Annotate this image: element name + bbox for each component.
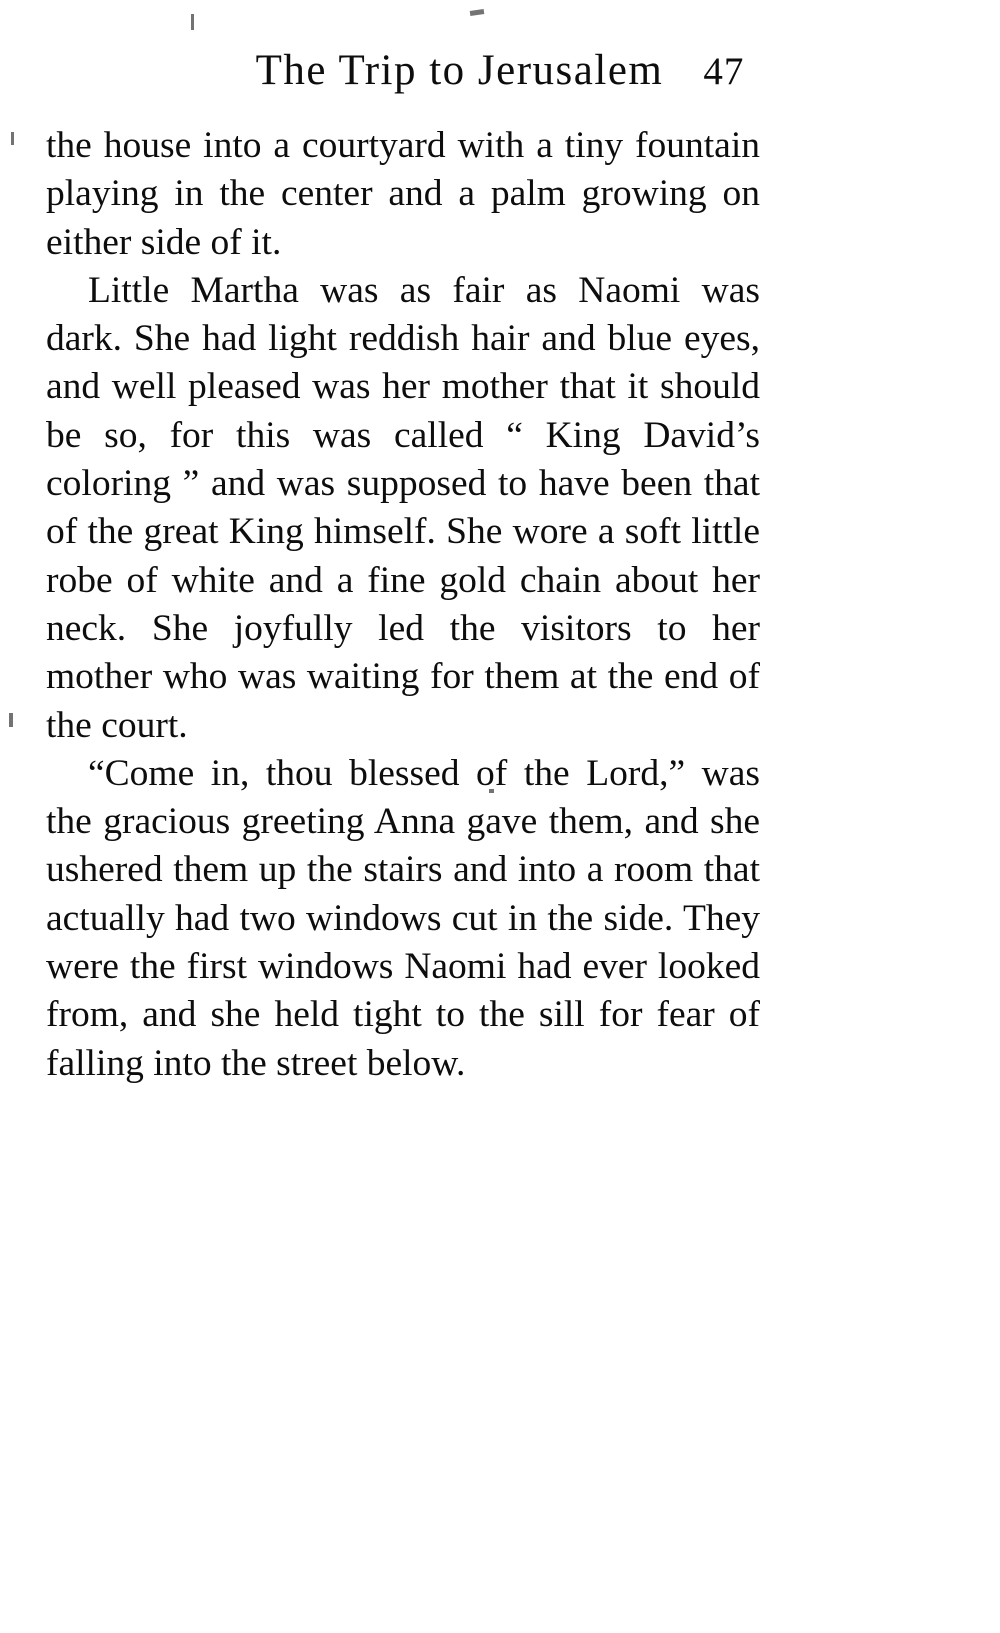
- page-number: 47: [703, 50, 745, 93]
- page-body: [46, 122, 760, 1088]
- paragraph: the house into a courtyard with a tiny fountain playing in the center and a palm growing on either side of it.: [46, 125, 760, 263]
- page-artifact-speck: [9, 713, 13, 727]
- page-artifact-speck: [470, 9, 485, 16]
- paragraph: Little Martha was as fair as Naomi was dark. She had light reddish hair and blue eyes, and well pleased was her mother that it should be so, for this was called “ King David’s coloring ” and was supposed to have been that of the great King himself. She wore a soft little robe of white and a fine gold chain about her neck. She joyfully led the visitors to her mother who was waiting for them at the end of the court.: [46, 269, 760, 746]
- page-artifact-speck: [191, 14, 194, 30]
- page-header: [0, 46, 1000, 95]
- page-title: The Trip to Jerusalem: [255, 47, 664, 94]
- paragraph: “Come in, thou blessed of the Lord,” was the gracious greeting Anna gave them, and she ushered them up the stairs and into a room that actually had two windows cut in the side. They were the first windows Naomi had ever looked from, and she held tight to the sill for fear of falling into the street below.: [46, 752, 760, 1084]
- page-artifact-speck: [11, 132, 14, 145]
